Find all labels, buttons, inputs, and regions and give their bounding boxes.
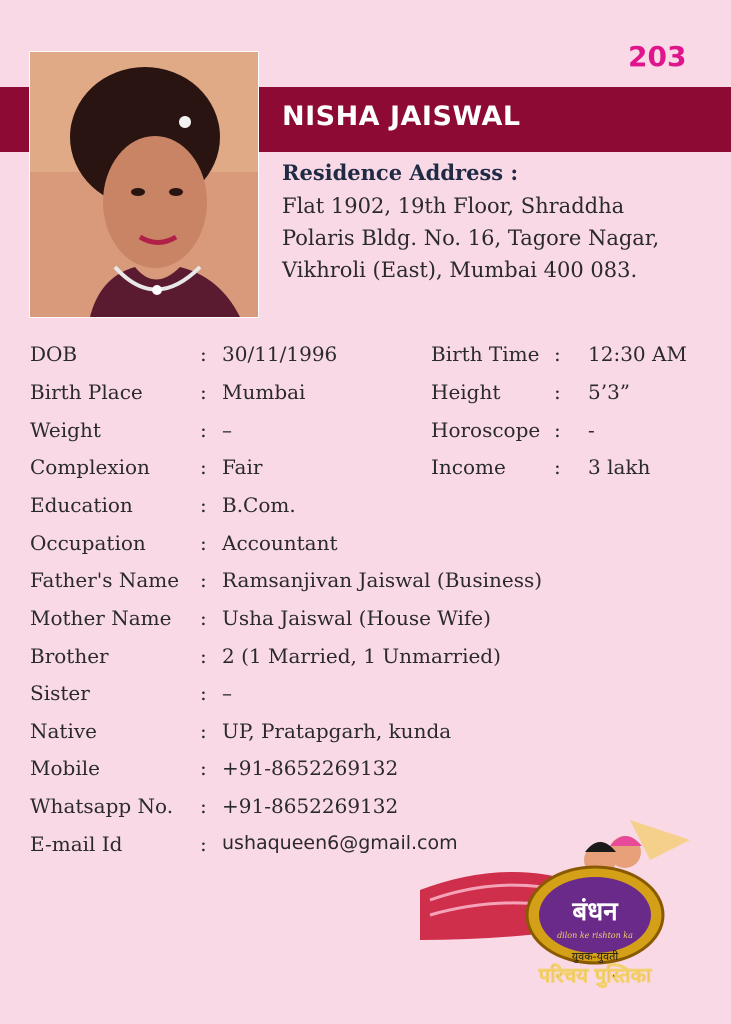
address-line: Vikhroli (East), Mumbai 400 083. xyxy=(282,258,638,282)
candidate-name: NISHA JAISWAL xyxy=(282,101,521,132)
detail-value: Accountant xyxy=(222,531,338,555)
detail-label: E-mail Id xyxy=(30,832,123,856)
detail-value: UP, Pratapgarh, kunda xyxy=(222,719,452,743)
detail-colon: : xyxy=(200,794,207,818)
detail-value: 3 lakh xyxy=(588,455,651,479)
address-heading: Residence Address : xyxy=(282,160,519,185)
detail-value: - xyxy=(588,418,595,442)
detail-colon: : xyxy=(200,719,207,743)
detail-value: – xyxy=(222,681,232,705)
detail-colon: : xyxy=(200,493,207,517)
detail-colon: : xyxy=(200,756,207,780)
page-number: 203 xyxy=(628,40,687,73)
detail-label: Birth Time xyxy=(431,342,540,366)
detail-value: 12:30 AM xyxy=(588,342,687,366)
detail-colon: : xyxy=(554,380,561,404)
detail-label: Whatsapp No. xyxy=(30,794,174,818)
detail-value: 2 (1 Married, 1 Unmarried) xyxy=(222,644,501,668)
detail-colon: : xyxy=(200,342,207,366)
detail-label: Mother Name xyxy=(30,606,172,630)
detail-colon: : xyxy=(200,531,207,555)
detail-value: Usha Jaiswal (House Wife) xyxy=(222,606,491,630)
bandhan-logo xyxy=(420,820,710,1000)
detail-colon: : xyxy=(554,418,561,442)
logo-title: बंधन xyxy=(572,897,618,927)
detail-label: Sister xyxy=(30,681,90,705)
detail-colon: : xyxy=(200,644,207,668)
detail-label: Horoscope xyxy=(431,418,541,442)
detail-value: 5’3” xyxy=(588,380,631,404)
detail-colon: : xyxy=(554,455,561,479)
detail-label: DOB xyxy=(30,342,78,366)
detail-colon: : xyxy=(554,342,561,366)
detail-label: Mobile xyxy=(30,756,100,780)
profile-photo xyxy=(29,51,259,318)
detail-label: Height xyxy=(431,380,501,404)
address-line: Flat 1902, 19th Floor, Shraddha xyxy=(282,194,625,218)
detail-colon: : xyxy=(200,832,207,856)
detail-label: Occupation xyxy=(30,531,146,555)
detail-colon: : xyxy=(200,606,207,630)
detail-value: 30/11/1996 xyxy=(222,342,338,366)
detail-value: B.Com. xyxy=(222,493,296,517)
detail-colon: : xyxy=(200,418,207,442)
detail-colon: : xyxy=(200,681,207,705)
detail-label: Income xyxy=(431,455,506,479)
logo-tagline: dilon ke rishton ka xyxy=(557,931,633,940)
detail-colon: : xyxy=(200,455,207,479)
detail-label: Birth Place xyxy=(30,380,143,404)
detail-label: Brother xyxy=(30,644,109,668)
detail-label: Complexion xyxy=(30,455,150,479)
address-line: Polaris Bldg. No. 16, Tagore Nagar, xyxy=(282,226,660,250)
detail-label: Education xyxy=(30,493,133,517)
detail-value: Ramsanjivan Jaiswal (Business) xyxy=(222,568,543,592)
detail-value: +91-8652269132 xyxy=(222,756,399,780)
detail-value: Fair xyxy=(222,455,263,479)
logo-caption: परिचय पुस्तिका xyxy=(538,963,652,987)
detail-colon: : xyxy=(200,568,207,592)
detail-label: Native xyxy=(30,719,97,743)
detail-value: +91-8652269132 xyxy=(222,794,399,818)
detail-colon: : xyxy=(200,380,207,404)
detail-value: Mumbai xyxy=(222,380,306,404)
detail-value: ushaqueen6@gmail.com xyxy=(222,832,458,854)
detail-value: – xyxy=(222,418,232,442)
detail-label: Weight xyxy=(30,418,101,442)
logo-subtitle: युवक-युवती xyxy=(571,950,619,963)
detail-label: Father's Name xyxy=(30,568,180,592)
